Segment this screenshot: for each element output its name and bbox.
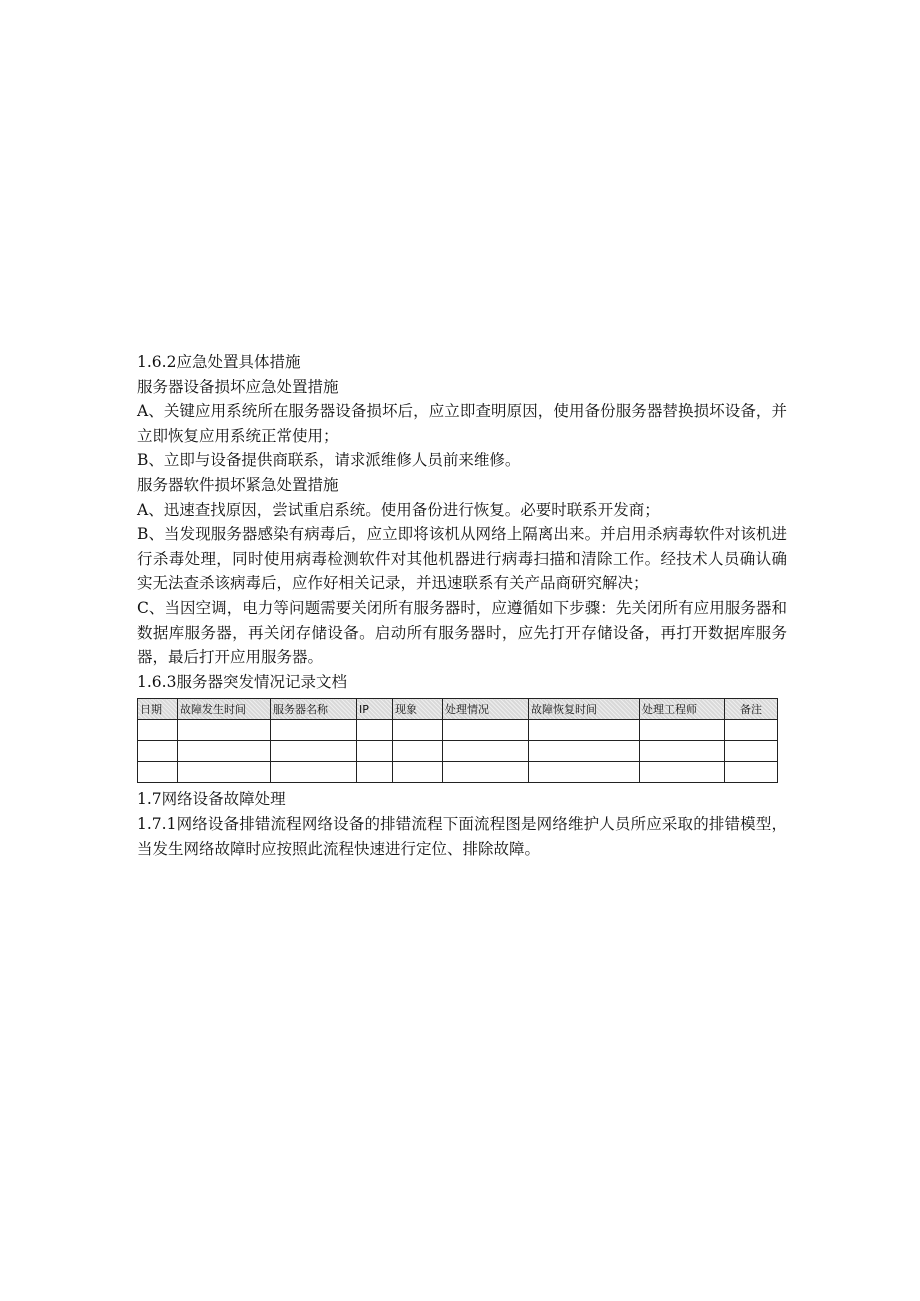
table-cell: [725, 762, 778, 783]
table-cell: [271, 762, 357, 783]
table-cell: [640, 720, 725, 741]
table-cell: [393, 762, 443, 783]
table-cell: [529, 741, 640, 762]
table-header-row: [138, 699, 778, 720]
column-header-date: 日期: [138, 699, 178, 720]
hardware-measures-title: 服务器设备损坏应急处置措施: [137, 377, 339, 396]
table-cell: [393, 741, 443, 762]
section-heading-1-6-2: 1.6.2应急处置具体措施: [137, 353, 301, 371]
table-cell: [443, 720, 529, 741]
table-cell: [138, 720, 178, 741]
software-step-c: C、当因空调，电力等问题需要关闭所有服务器时，应遵循如下步骤：先关闭所有应用服务器和数据库服务器，再关闭存储设备。启动所有服务器时，应先打开存储设备，再打开数据库服务器，最后打开应用服务器。: [137, 598, 787, 667]
table-cell: [357, 720, 393, 741]
table-cell: [443, 741, 529, 762]
table-cell: [529, 762, 640, 783]
column-header-recovery-time: 故障恢复时间: [529, 699, 640, 720]
table-cell: [529, 720, 640, 741]
table-cell: [357, 762, 393, 783]
hardware-step-b: B、立即与设备提供商联系，请求派维修人员前来维修。: [137, 451, 521, 470]
table-cell: [178, 762, 271, 783]
section-heading-1-6-3: 1.6.3服务器突发情况记录文档: [137, 672, 347, 691]
column-header-engineer: 处理工程师: [640, 699, 725, 720]
table-cell: [725, 741, 778, 762]
table-cell: [640, 741, 725, 762]
table-cell: [443, 762, 529, 783]
section-1-7-1-body: 1.7.1网络设备排错流程网络设备的排错流程下面流程图是网络维护人员所应采取的排错模型，当发生网络故障时应按照此流程快速进行定位、排除故障。: [137, 814, 787, 858]
table-cell: [271, 720, 357, 741]
table-cell: [357, 741, 393, 762]
table-cell: [178, 720, 271, 741]
column-header-server-name: 服务器名称: [271, 699, 357, 720]
table-row: [138, 762, 778, 783]
incident-record-table: [137, 698, 778, 783]
column-header-fault-time: 故障发生时间: [178, 699, 271, 720]
table-cell: [178, 741, 271, 762]
hardware-step-a: A、关键应用系统所在服务器设备损坏后，应立即查明原因，使用备份服务器替换损坏设备，并立即恢复应用系统正常使用；: [137, 402, 787, 445]
section-heading-1-7: 1.7网络设备故障处理: [137, 790, 286, 809]
table-cell: [640, 762, 725, 783]
column-header-ip: IP: [357, 699, 393, 720]
table-cell: [725, 720, 778, 741]
document-body: [137, 350, 787, 861]
table-cell: [138, 762, 178, 783]
table-cell: [138, 741, 178, 762]
column-header-remarks: 备注: [725, 699, 778, 720]
software-step-b: B、当发现服务器感染有病毒后，应立即将该机从网络上隔离出来。并启用杀病毒软件对该机进行杀毒处理，同时使用病毒检测软件对其他机器进行病毒扫描和清除工作。经技术人员确认确实无法查杀该病毒后，应作好相关记录，并迅速联系有关产品商研究解决；: [137, 525, 787, 593]
table-cell: [393, 720, 443, 741]
column-header-symptom: 现象: [393, 699, 443, 720]
column-header-handling: 处理情况: [443, 699, 529, 720]
table-row: [138, 720, 778, 741]
software-step-a: A、迅速查找原因，尝试重启系统。使用备份进行恢复。必要时联系开发商；: [137, 500, 660, 519]
table-row: [138, 741, 778, 762]
software-measures-title: 服务器软件损坏紧急处置措施: [137, 475, 339, 494]
table-cell: [271, 741, 357, 762]
